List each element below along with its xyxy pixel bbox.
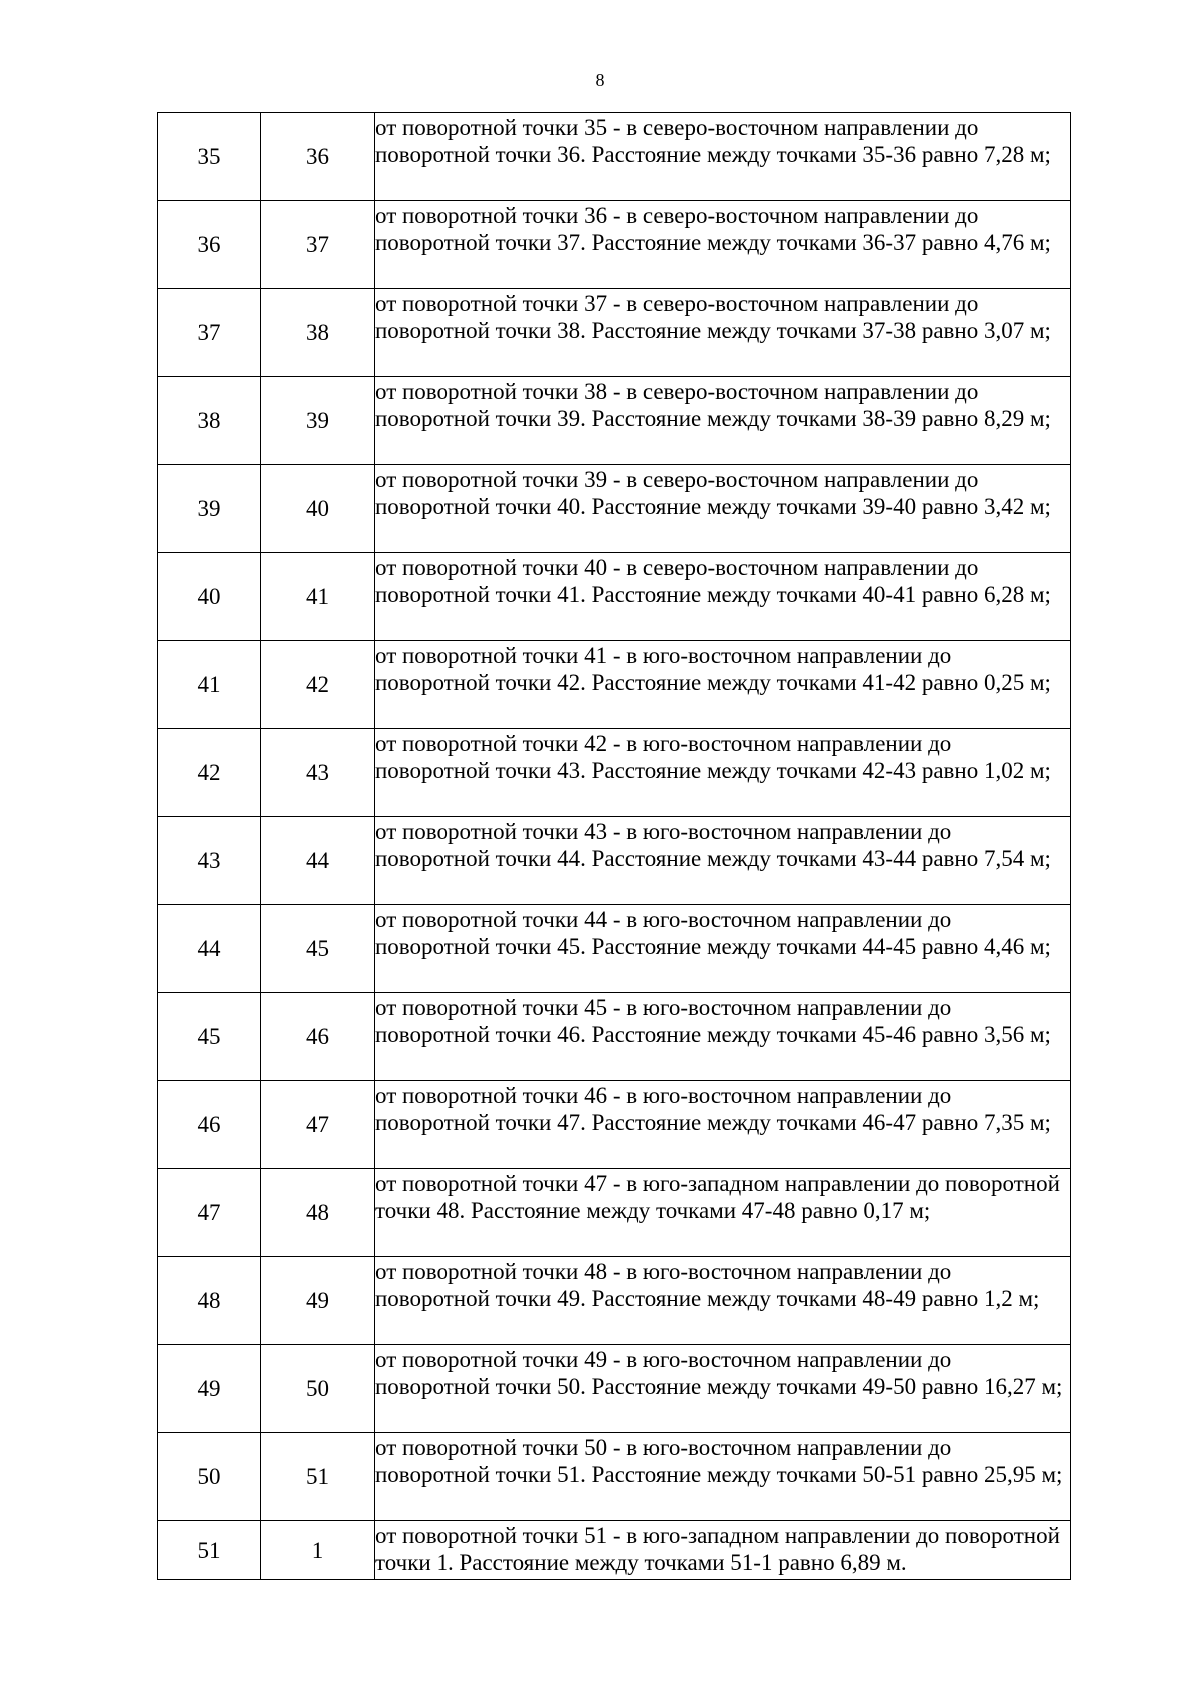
segment-description-cell (375, 993, 1071, 1081)
segment-description-cell (375, 905, 1071, 993)
segment-description-cell (375, 465, 1071, 553)
table-row (158, 465, 1071, 553)
to-point-cell: 47 (261, 1081, 375, 1169)
to-point-cell: 51 (261, 1433, 375, 1521)
to-point-cell: 49 (261, 1257, 375, 1345)
from-point-cell: 51 (158, 1521, 261, 1580)
segment-description-text: от поворотной точки 42 - в юго-восточном направлении до поворотной точки 43. Расстояние между точками 42-43 равно 1,02 м; (375, 731, 1051, 783)
table-row (158, 993, 1071, 1081)
segment-description-text: от поворотной точки 38 - в северо-восточном направлении до поворотной точки 39. Расстояние между точками 38-39 равно 8,29 м; (375, 379, 1051, 431)
page-number: 8 (595, 70, 605, 90)
segment-description-cell (375, 1345, 1071, 1433)
segment-description-cell (375, 1521, 1071, 1580)
table-row (158, 1257, 1071, 1345)
segment-description-text: от поворотной точки 36 - в северо-восточном направлении до поворотной точки 37. Расстояние между точками 36-37 равно 4,76 м; (375, 203, 1051, 255)
segment-description-cell (375, 113, 1071, 201)
to-point-cell: 46 (261, 993, 375, 1081)
from-point-cell: 42 (158, 729, 261, 817)
segment-description-cell (375, 1081, 1071, 1169)
to-point-cell: 40 (261, 465, 375, 553)
from-point-cell: 43 (158, 817, 261, 905)
segment-description-text: от поворотной точки 43 - в юго-восточном направлении до поворотной точки 44. Расстояние между точками 43-44 равно 7,54 м; (375, 819, 1051, 871)
table-row (158, 1433, 1071, 1521)
to-point-cell: 45 (261, 905, 375, 993)
segment-description-text: от поворотной точки 50 - в юго-восточном направлении до поворотной точки 51. Расстояние между точками 50-51 равно 25,95 м; (375, 1435, 1063, 1487)
from-point-cell: 46 (158, 1081, 261, 1169)
table-row (158, 377, 1071, 465)
from-point-cell: 49 (158, 1345, 261, 1433)
segment-description-text: от поворотной точки 39 - в северо-восточном направлении до поворотной точки 40. Расстояние между точками 39-40 равно 3,42 м; (375, 467, 1051, 519)
table-row (158, 553, 1071, 641)
segment-description-cell (375, 1257, 1071, 1345)
table-body (158, 113, 1071, 1580)
from-point-cell: 40 (158, 553, 261, 641)
table-row (158, 289, 1071, 377)
segment-description-cell (375, 1433, 1071, 1521)
segment-description-cell (375, 289, 1071, 377)
to-point-cell: 38 (261, 289, 375, 377)
table-row (158, 1345, 1071, 1433)
segment-description-text: от поворотной точки 40 - в северо-восточном направлении до поворотной точки 41. Расстояние между точками 40-41 равно 6,28 м; (375, 555, 1051, 607)
from-point-cell: 45 (158, 993, 261, 1081)
table-row (158, 905, 1071, 993)
table-row (158, 1169, 1071, 1257)
to-point-cell: 44 (261, 817, 375, 905)
from-point-cell: 38 (158, 377, 261, 465)
to-point-cell: 1 (261, 1521, 375, 1580)
segment-description-text: от поворотной точки 47 - в юго-западном направлении до поворотной точки 48. Расстояние между точками 47-48 равно 0,17 м; (375, 1171, 1060, 1223)
table-row (158, 729, 1071, 817)
from-point-cell: 37 (158, 289, 261, 377)
boundary-description-table (157, 112, 1071, 1580)
segment-description-text: от поворотной точки 48 - в юго-восточном направлении до поворотной точки 49. Расстояние между точками 48-49 равно 1,2 м; (375, 1259, 1040, 1311)
segment-description-cell (375, 377, 1071, 465)
to-point-cell: 37 (261, 201, 375, 289)
table-row (158, 1521, 1071, 1580)
from-point-cell: 47 (158, 1169, 261, 1257)
segment-description-text: от поворотной точки 45 - в юго-восточном направлении до поворотной точки 46. Расстояние между точками 45-46 равно 3,56 м; (375, 995, 1051, 1047)
to-point-cell: 43 (261, 729, 375, 817)
to-point-cell: 39 (261, 377, 375, 465)
from-point-cell: 50 (158, 1433, 261, 1521)
segment-description-cell (375, 641, 1071, 729)
table-row (158, 641, 1071, 729)
to-point-cell: 50 (261, 1345, 375, 1433)
segment-description-text: от поворотной точки 41 - в юго-восточном направлении до поворотной точки 42. Расстояние между точками 41-42 равно 0,25 м; (375, 643, 1051, 695)
to-point-cell: 41 (261, 553, 375, 641)
segment-description-cell (375, 817, 1071, 905)
to-point-cell: 48 (261, 1169, 375, 1257)
table-row (158, 817, 1071, 905)
segment-description-text: от поворотной точки 37 - в северо-восточном направлении до поворотной точки 38. Расстояние между точками 37-38 равно 3,07 м; (375, 291, 1051, 343)
from-point-cell: 48 (158, 1257, 261, 1345)
table-row (158, 1081, 1071, 1169)
from-point-cell: 35 (158, 113, 261, 201)
segment-description-cell (375, 553, 1071, 641)
segment-description-text: от поворотной точки 35 - в северо-восточном направлении до поворотной точки 36. Расстояние между точками 35-36 равно 7,28 м; (375, 115, 1051, 167)
segment-description-cell (375, 201, 1071, 289)
segment-description-text: от поворотной точки 44 - в юго-восточном направлении до поворотной точки 45. Расстояние между точками 44-45 равно 4,46 м; (375, 907, 1051, 959)
segment-description-text: от поворотной точки 51 - в юго-западном направлении до поворотной точки 1. Расстояние между точками 51-1 равно 6,89 м. (375, 1523, 1060, 1575)
segment-description-cell (375, 1169, 1071, 1257)
segment-description-cell (375, 729, 1071, 817)
table-row (158, 113, 1071, 201)
from-point-cell: 44 (158, 905, 261, 993)
from-point-cell: 41 (158, 641, 261, 729)
from-point-cell: 39 (158, 465, 261, 553)
segment-description-text: от поворотной точки 49 - в юго-восточном направлении до поворотной точки 50. Расстояние между точками 49-50 равно 16,27 м; (375, 1347, 1063, 1399)
table-row (158, 201, 1071, 289)
to-point-cell: 42 (261, 641, 375, 729)
to-point-cell: 36 (261, 113, 375, 201)
from-point-cell: 36 (158, 201, 261, 289)
segment-description-text: от поворотной точки 46 - в юго-восточном направлении до поворотной точки 47. Расстояние между точками 46-47 равно 7,35 м; (375, 1083, 1051, 1135)
